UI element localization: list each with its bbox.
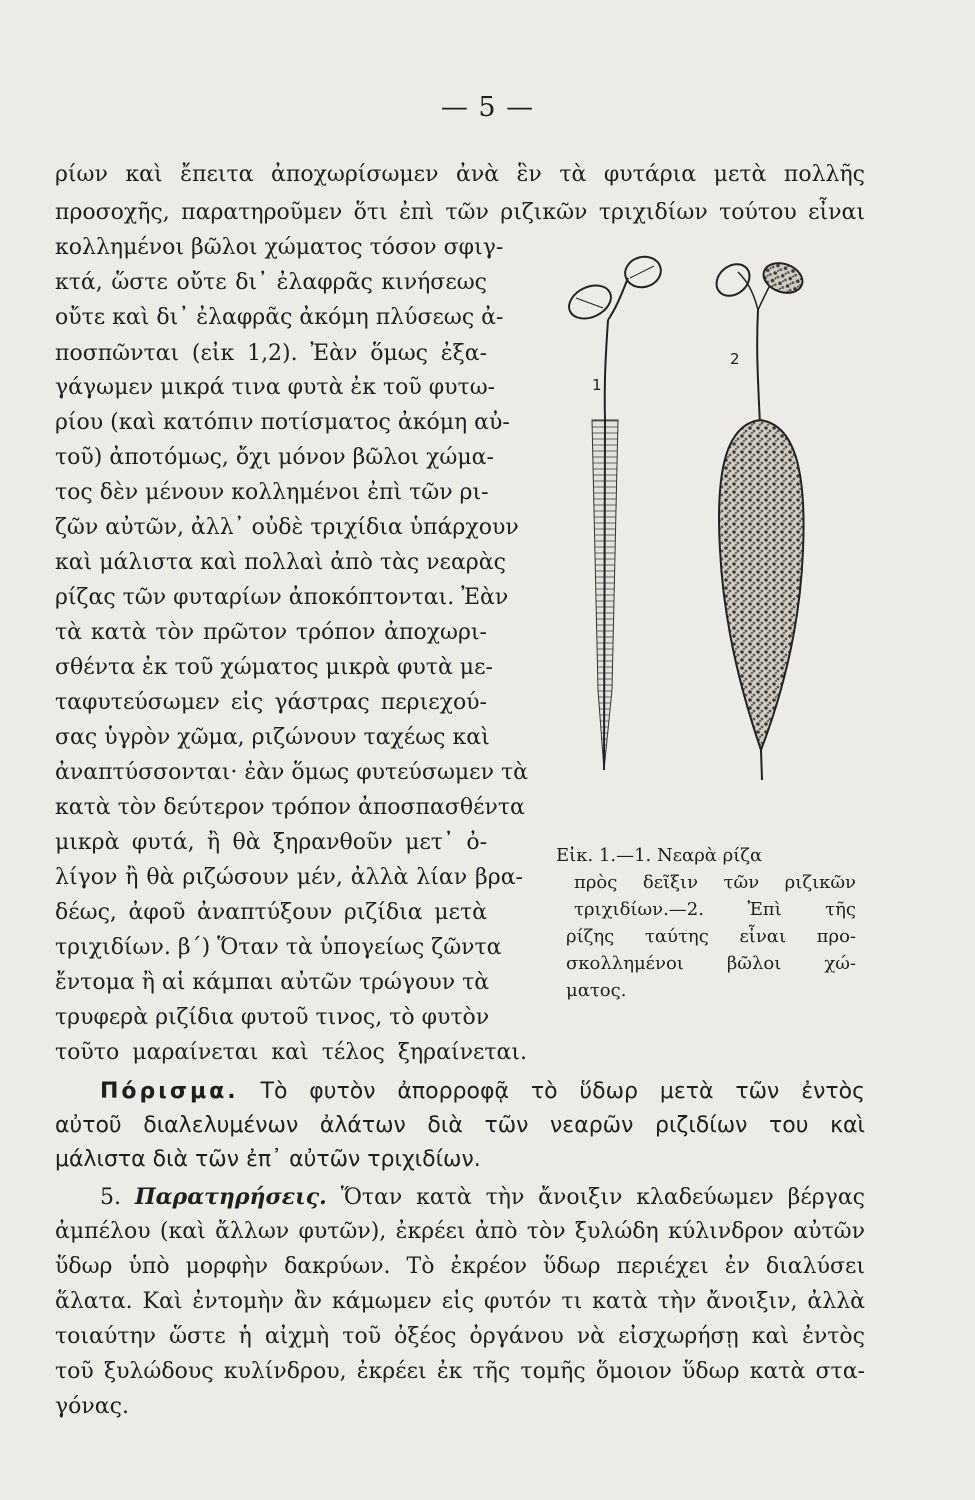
figure-label-1: 1 <box>592 376 602 394</box>
text-line: τος δὲν μένουν κολλημένοι ἐπὶ τῶν ρι- <box>55 480 489 505</box>
text-line: ταφυτεύσωμεν εἰς γάστρας περιεχού- <box>55 690 487 715</box>
text-line: σθέντα ἐκ τοῦ χώματος μικρὰ φυτὰ με- <box>55 655 493 680</box>
text-line: κολλημένοι βῶλοι χώματος τόσον σφιγ- <box>55 235 504 260</box>
text-line: ἀναπτύσσονται· ἐὰν ὅμως φυτεύσωμεν τὰ <box>55 760 528 785</box>
section-number: 5. <box>100 1185 121 1210</box>
figure-label-2: 2 <box>730 350 740 368</box>
porisma-first-line <box>100 1076 865 1108</box>
page-number: — 5 — <box>440 92 535 123</box>
text-line: μικρὰ φυτά, ἢ θὰ ξηρανθοῦν μετ᾽ ὀ- <box>55 830 487 855</box>
text-line: γάγωμεν μικρά τινα φυτὰ ἐκ τοῦ φυτω- <box>55 375 496 400</box>
plant-2 <box>710 258 806 780</box>
text-line: τρυφερὰ ριζίδια φυτοῦ τινος, τὸ φυτὸν <box>55 1005 490 1030</box>
text-line: τοιαύτην ὥστε ἡ αἰχμὴ τοῦ ὀξέος ὀργάνου νὰ εἰσχωρήσῃ καὶ ἐντὸς <box>55 1324 865 1349</box>
text-line: ἔντομα ἢ αἱ κάμπαι αὐτῶν τρώγουν τὰ <box>55 970 490 995</box>
porisma-title: Πόρισμα. <box>100 1079 239 1104</box>
porisma-text: Τὸ φυτὸν ἀπορροφᾷ τὸ ὕδωρ μετὰ τῶν ἐντὸς <box>260 1079 865 1104</box>
text-line: τὰ κατὰ τὸν πρῶτον τρόπον ἀποχωρι- <box>55 620 487 645</box>
caption-line: ρίζης ταύτης εἶναι προ- <box>566 926 856 947</box>
text-line: τοῦτο μαραίνεται καὶ τέλος ξηραίνεται. <box>55 1040 527 1065</box>
caption-line: πρὸς δεῖξιν τῶν ριζικῶν <box>574 872 856 893</box>
section-text: Ὅταν κατὰ τὴν ἄνοιξιν κλαδεύωμεν βέργας <box>340 1185 865 1210</box>
text-line: σας ὑγρὸν χῶμα, ριζώνουν ταχέως καὶ <box>55 725 490 750</box>
text-line: ρίων καὶ ἔπειτα ἀποχωρίσωμεν ἀνὰ ἓν τὰ φυτάρια μετὰ πολλῆς <box>55 162 865 187</box>
porisma-line: μάλιστα διὰ τῶν ἐπ᾽ αὐτῶν τριχιδίων. <box>55 1147 481 1172</box>
root-figure <box>548 250 868 790</box>
text-line: λίγον ἢ θὰ ριζώσουν μέν, ἀλλὰ λίαν βρα- <box>55 865 523 890</box>
text-line: ἅλατα. Καὶ ἐντομὴν ἂν κάμωμεν εἰς φυτόν τι κατὰ τὴν ἄνοιξιν, ἀλλὰ <box>55 1289 865 1314</box>
text-line: προσοχῆς, παρατηροῦμεν ὅτι ἐπὶ τῶν ριζικῶν τριχιδίων τούτου εἶναι <box>55 200 865 225</box>
caption-line: σκολλημένοι βῶλοι χώ- <box>566 953 856 974</box>
text-line: ρίου (καὶ κατόπιν ποτίσματος ἀκόμη αὐ- <box>55 410 510 435</box>
text-line: ρίζας τῶν φυταρίων ἀποκόπτονται. Ἐὰν <box>55 585 509 610</box>
text-line: καὶ μάλιστα καὶ πολλαὶ ἀπὸ τὰς νεαρὰς <box>55 550 506 575</box>
figure-caption <box>556 842 856 1004</box>
text-line: οὔτε καὶ δι᾽ ἐλαφρᾶς ἀκόμη πλύσεως ἀ- <box>55 305 504 330</box>
plant-1 <box>564 253 665 770</box>
text-line: δέως, ἀφοῦ ἀναπτύξουν ριζίδια μετὰ <box>55 900 487 925</box>
text-line: ὕδωρ ὑπὸ μορφὴν δακρύων. Τὸ ἐκρέον ὕδωρ περιέχει ἐν διαλύσει <box>55 1254 865 1279</box>
caption-line: ματος. <box>566 980 627 1001</box>
text-line: τοῦ ξυλώδους κυλίνδρου, ἐκρέει ἐκ τῆς τομῆς ὅμοιον ὕδωρ κατὰ στα- <box>55 1359 865 1384</box>
text-line: τοῦ) ἀποτόμως, ὄχι μόνον βῶλοι χώμα- <box>55 445 494 470</box>
text-line: τριχιδίων. β΄) Ὅταν τὰ ὑπογείως ζῶντα <box>55 935 502 960</box>
text-line: ἀμπέλου (καὶ ἄλλων φυτῶν), ἐκρέει ἀπὸ τὸν ξυλώδη κύλινδρον αὐτῶν <box>55 1219 865 1244</box>
text-line: ζῶν αὐτῶν, ἀλλ᾽ οὐδὲ τριχίδια ὑπάρχουν <box>55 515 519 540</box>
porisma-line: αὐτοῦ διαλελυμένων ἀλάτων διὰ τῶν νεαρῶν ριζιδίων του καὶ <box>55 1113 865 1138</box>
text-line: γόνας. <box>55 1394 129 1419</box>
section-title: Παρατηρήσεις. <box>134 1184 327 1210</box>
root-illustration <box>548 250 868 790</box>
text-line: ποσπῶνται (εἰκ 1,2). Ἐὰν ὅμως ἐξα- <box>55 341 487 366</box>
text-line: κατὰ τὸν δεύτερον τρόπον ἀποσπασθέντα <box>55 795 525 820</box>
section-5-first-line <box>100 1182 865 1213</box>
caption-line: τριχιδίων.—2. Ἐπὶ τῆς <box>574 899 856 920</box>
text-line: κτά, ὥστε οὔτε δι᾽ ἐλαφρᾶς κινήσεως <box>55 270 487 295</box>
caption-line: Εἰκ. 1.—1. Νεαρὰ ρίζα <box>556 845 763 866</box>
